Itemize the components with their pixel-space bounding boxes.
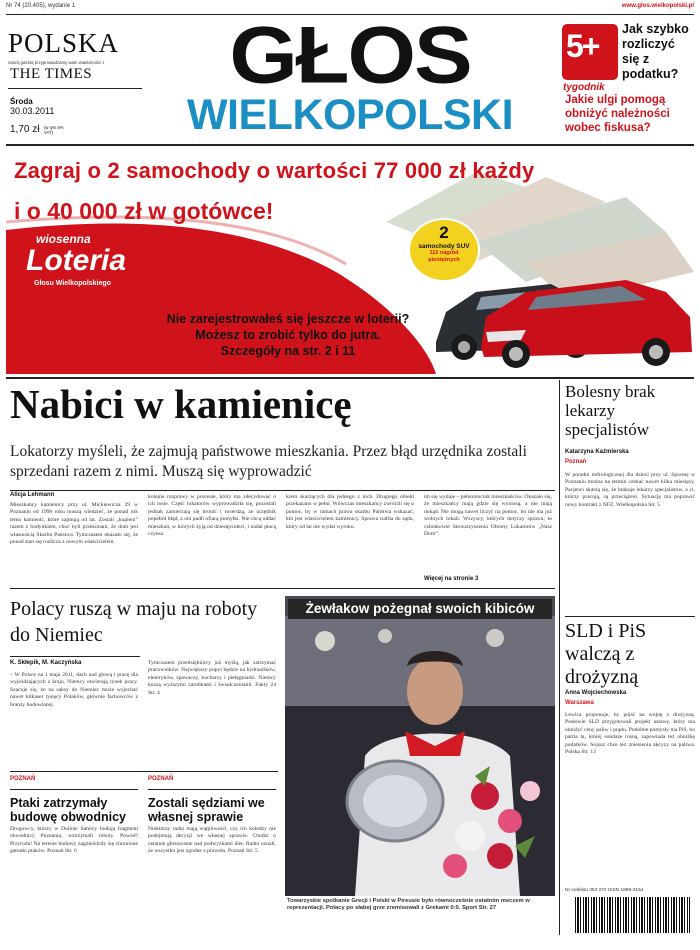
brief1-text: Drogowcy, którzy w Dolinie Samicy budują fragment obwodnicy Poznania, wstrzymali roboty. Powód? Przyroda! Na terenie budowy zagnieździły się chronione gatunki ptaków. Poznań Str. 6 [10, 826, 138, 855]
suv-count: 2 [439, 223, 449, 242]
story2-column-2: Tymczasem przedsiębiorcy już myślą, jak zatrzymać pracowników. Największy popyt będzie na hydraulików, elektryków, spawaczy, kucharzy i pielęgniarki. Niemcy kuszą wyższymi zarobkami i świadczeniami. Fakty 24 Str. 4 [148, 660, 276, 696]
story2-byline: K. Skłepik, M. Kaczyńska [10, 660, 82, 666]
badge-number: 5+ [566, 28, 599, 64]
day: Środa [10, 97, 33, 106]
suv-badge [408, 218, 480, 282]
main-column-3: kiem skarżących dla jednego z nich. Drugiego obiekt przekazano w pełni. Wówczas mieszkańcy zwrócili się o pomoc, by w ramach prawa skarbu Państwa wskazać, kto jest właścicielem kamienicy. Sprawa trafiła do sądu, który od lat nie wydał wyroku. [286, 494, 414, 530]
main-story-rule [10, 588, 555, 589]
main-photo[interactable] [285, 596, 555, 896]
main-lead: Lokatorzy myśleli, że zajmują państwowe mieszkania. Przez błąd urzędnika zostali sprzedani razem z nimi. Muszą się wyprowadzić [10, 443, 527, 480]
story2-column-1: – W Polsce na 1 maja 2011, dach nad głową i pracę dla wyjeżdżających z kraju. Niemcy otwierają rynek pracy. Szacuje się, że na saksy do Niemiec może wyjechać nawet kilkaset tysięcy Polaków, głównie fachowców z branży budowlanej. [10, 672, 138, 708]
lottery-line-1: Zagraj o 2 samochody o wartości 77 000 zł każdy [14, 158, 535, 183]
vat-note: (w tym 8% VAT) [44, 125, 64, 135]
story2-headline[interactable]: Polacy ruszą w maju na roboty do Niemiec [10, 598, 258, 646]
tygodnik-badge[interactable] [562, 24, 618, 80]
lottery-logo-sub: Głosu Wielkopolskiego [34, 280, 111, 287]
main-column-2: kolejne rozprawy w procesie, który ma zdecydować o ich losie. Część lokatorów wyprowadziła się, pozostali jednak zamierzają się bronić i twierdzą, że urzędnik popełnił błąd, a oni padli ofiarą pomyłki. Nie chcą oddać mieszkań, w których żyją od dziesięcioleci, i nadal płacą czynsz. [148, 494, 276, 538]
polska-brand: POLSKA [8, 28, 120, 58]
story2-rule [10, 656, 140, 657]
promo-question-1: Jak szybko rozliczyć się z podatku? [622, 22, 689, 81]
main-headline[interactable]: Nabici w kamienicę [10, 381, 352, 427]
briefs-rule [10, 771, 278, 772]
right-rule-1 [565, 616, 695, 617]
right-byline-1: Katarzyna Kaźmierska [565, 449, 629, 455]
masthead-bottom-rule [6, 144, 694, 146]
badge-label: tygodnik [563, 82, 605, 93]
right-city-2: Warszawa [565, 700, 594, 706]
brief1-headline[interactable]: Ptaki zatrzymały budowę obwodnicy [10, 796, 126, 824]
date: 30.03.2011 [10, 106, 55, 116]
price: 1,70 zł [10, 124, 40, 135]
issue-number: Nr 74 (20.405), wydanie 1 [6, 3, 76, 9]
brief1-city: POZNAŃ [10, 776, 36, 782]
main-continued[interactable]: Więcej na stronie 3 [424, 576, 479, 582]
the-times-brand: THE TIMES [10, 66, 93, 82]
lead-rule [10, 490, 555, 491]
photo-illustration [285, 596, 555, 896]
right-headline-2[interactable]: SLD i PiS walczą z drożyzną [565, 620, 647, 688]
issn-line: Nr indeksu 353 272 ISSN 1898-3154 [565, 888, 644, 893]
main-column-4: im się wydaje – pełnomocnik mieszkańców. Okazało się, że mieszkańcy mają gdzie się wyniosą, a nie mają dokąd. Nie mogą nawet liczyć na pomoc, bo nie ma już wolnych lokali. Wszyscy, których dotyczy sprawa, to członkowie Stowarzyszenia Obrony Lokatorów „Nasz Dom”. [424, 494, 552, 538]
brief2-rule [148, 789, 276, 790]
logo-glos: GŁOS [229, 8, 471, 101]
banner-bottom-rule [6, 377, 694, 379]
promo-question-2: Jakie ulgi pomogą obniżyć należności wobec fiskusa? [565, 94, 670, 134]
lottery-line-2: i o 40 000 zł w gotówce! [14, 198, 274, 224]
lottery-logo [22, 234, 162, 294]
right-text-1: W poradni nefrologicznej dla dzieci przy ul. Spornej w Poznaniu można na termin czekać nawet kilka miesięcy. Pacjenci skarżą się, że brakuje lekarzy specjalistów, a ci, którzy pracują, są przeciążeni. Sytuację ma poprawić nowy kontrakt z NFZ. Wielkopolska Str. 5 [565, 472, 695, 508]
main-column-1: Mieszkańcy kamienicy przy ul. Mickiewicza 29 w Poznaniu od 1998 roku muszą wiedzieć, że ponad rok temu kamienic, które zajmują od lat. Zostali „kupieni” razem z budynkiem, choć byli przekonani, że dom jest własnością Skarbu Państwa. Tymczasem okazało się, że ponad stan się rozlicza z nowym właścicielem. [10, 502, 138, 546]
suv-label: samochody SUV [418, 243, 470, 250]
right-column-divider [559, 380, 560, 935]
website-link[interactable]: www.glos.wielkopolski.pl [621, 3, 694, 9]
lottery-logo-top: wiosenna [36, 232, 91, 246]
right-text-2: Lewica proponuje, by pójść na wojnę z drożyzną. Posłowie SLD przygotowali projekt ustawy, który ma obniżyć ceny paliw i prądu. Podobne pomysły ma PiS, bo partia ta, której sondaże rosną, zapowiada też obniżkę podatków. Sojusz chce też zniesienia akcyzy na paliwa. Polska Str. 13 [565, 712, 695, 756]
brief2-city: POZNAŃ [148, 776, 174, 782]
photo-caption: Towarzyskie spotkanie Grecji i Polski w Pireusie było równocześnie ostatnim meczem w reprezentacji. Polacy po słabej grze zremisowali z Grekami 0:0. Sport Str. 27 [287, 898, 530, 911]
lottery-text-3: Szczegóły na str. 2 i 11 [220, 344, 356, 358]
right-city-1: Poznań [565, 459, 587, 465]
lottery-logo-main: Loteria [26, 244, 127, 277]
suv-prizes: 112 nagród pieniężnych [428, 250, 460, 263]
right-byline-2: Anna Wojciechowska [565, 690, 627, 696]
brief2-headline[interactable]: Zostali sędziami we własnej sprawie [148, 796, 265, 824]
brief2-text: Niektórzy radni mają wątpliwości, czy ich koledzy nie podejmują decyzji we własnej sprawie. Chodzi o ostatnie głosowanie nad podwyżkami diet. Radni uznali, że wszystko jest zgodne z prawem. Poznań Str. 5 [148, 826, 276, 855]
logo-wielkopolski: WIELKOPOLSKI [186, 91, 514, 139]
polska-subtitle: naszą gazetą przyprowadzamy wam wiadomości z [8, 60, 105, 65]
masthead-divider [8, 88, 142, 89]
lottery-text-1: Nie zarejestrowałeś się jeszcze w loterii? [166, 312, 410, 326]
barcode [575, 897, 690, 933]
coupon-notice: Dzisiaj kupon nr 5 [204, 286, 324, 302]
brief1-rule [10, 789, 138, 790]
right-headline-1[interactable]: Bolesny brak lekarzy specjalistów [565, 382, 656, 439]
photo-title: Żewłakow pożegnał swoich kibiców [288, 599, 552, 619]
main-byline: Alicja Lehmann [10, 492, 55, 498]
lottery-text-2: Możesz to zrobić tylko do jutra. [195, 328, 381, 342]
